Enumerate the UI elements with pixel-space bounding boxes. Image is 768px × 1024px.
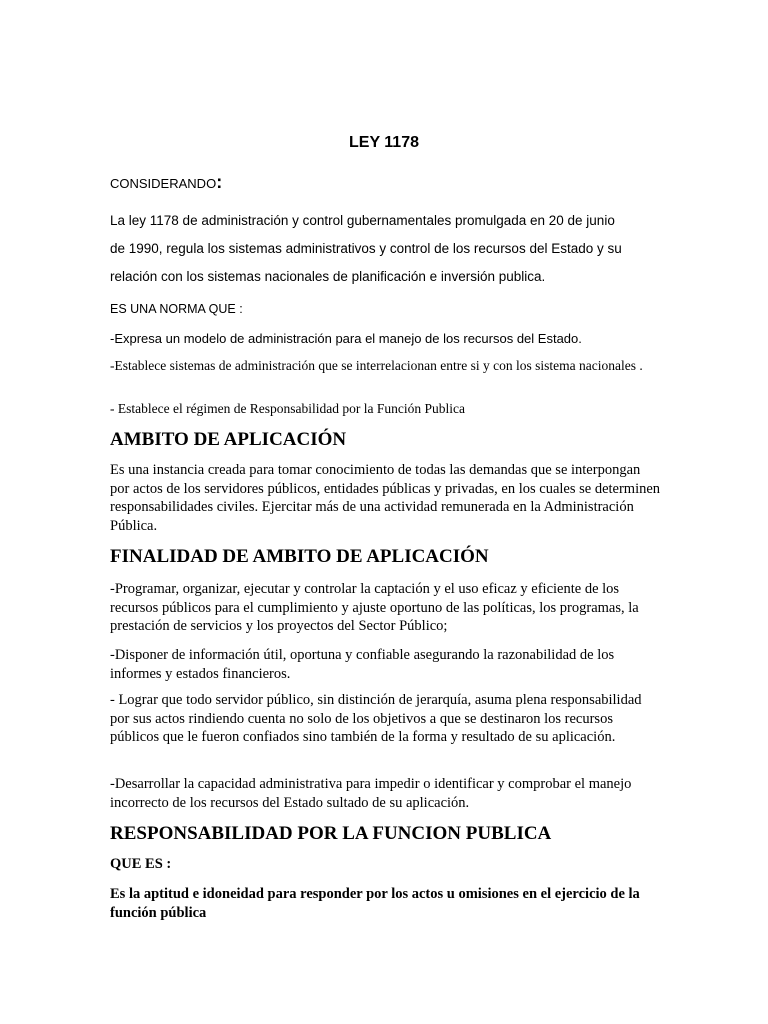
ambito-heading: AMBITO DE APLICACIÓN	[110, 429, 347, 450]
document-title: LEY 1178	[349, 133, 419, 151]
que-es-subheading: QUE ES :	[110, 856, 172, 872]
finalidad-paragraph: -Programar, organizar, ejecutar y controlar la captación y el uso eficaz y eficiente de los recursos públicos para el cumplimiento y ajuste oportuno de las políticas, los programas, la prestación de servicios y los proyectos del Sector Público;	[110, 581, 639, 634]
considerando-label	[110, 172, 662, 193]
intro-line: de 1990, regula los sistemas administrativos y control de los recursos del Estado y su	[110, 241, 622, 256]
intro-line: La ley 1178 de administración y control gubernamentales promulgada en 20 de junio	[110, 213, 615, 228]
norma-item: -Establece sistemas de administración que se interrelacionan entre si y con los sistema nacionales .	[110, 358, 643, 373]
ambito-paragraph: Es una instancia creada para tomar conocimiento de todas las demandas que se interpongan por actos de los servidores públicos, entidades públicas y privadas, en los cuales se determinen responsabilidades civiles. Ejercitar más de una actividad remunerada en la Administración Pública.	[110, 462, 661, 534]
intro-line: relación con los sistemas nacionales de planificación e inversión publica.	[110, 269, 546, 284]
finalidad-paragraph: -Disponer de información útil, oportuna y confiable asegurando la razonabilidad de los informes y estados financieros.	[110, 647, 615, 682]
finalidad-heading: FINALIDAD DE AMBITO DE APLICACIÓN	[110, 546, 489, 567]
intro-paragraph	[110, 207, 662, 291]
considerando-text: CONSIDERANDO	[110, 176, 217, 191]
responsabilidad-definition: Es la aptitud e idoneidad para responder por los actos u omisiones en el ejercicio de la función pública	[110, 886, 640, 921]
finalidad-paragraph: -Desarrollar la capacidad administrativa para impedir o identificar y comprobar el manejo incorrecto de los recursos del Estado sultado de su aplicación.	[110, 776, 632, 811]
finalidad-paragraph: - Lograr que todo servidor público, sin distinción de jerarquía, asuma plena responsabilidad por sus actos rindiendo cuenta no solo de los objetivos a que se destinaron los recursos públicos que le fueron confiados sino también de la forma y resultado de su aplicación.	[110, 692, 642, 745]
norma-item: - Establece el régimen de Responsabilidad por la Función Publica	[110, 401, 466, 416]
considerando-colon: :	[216, 172, 223, 192]
norma-label: ES UNA NORMA QUE :	[110, 302, 243, 316]
norma-item: -Expresa un modelo de administración para el manejo de los recursos del Estado.	[110, 331, 582, 346]
responsabilidad-heading: RESPONSABILIDAD POR LA FUNCION PUBLICA	[110, 823, 552, 844]
